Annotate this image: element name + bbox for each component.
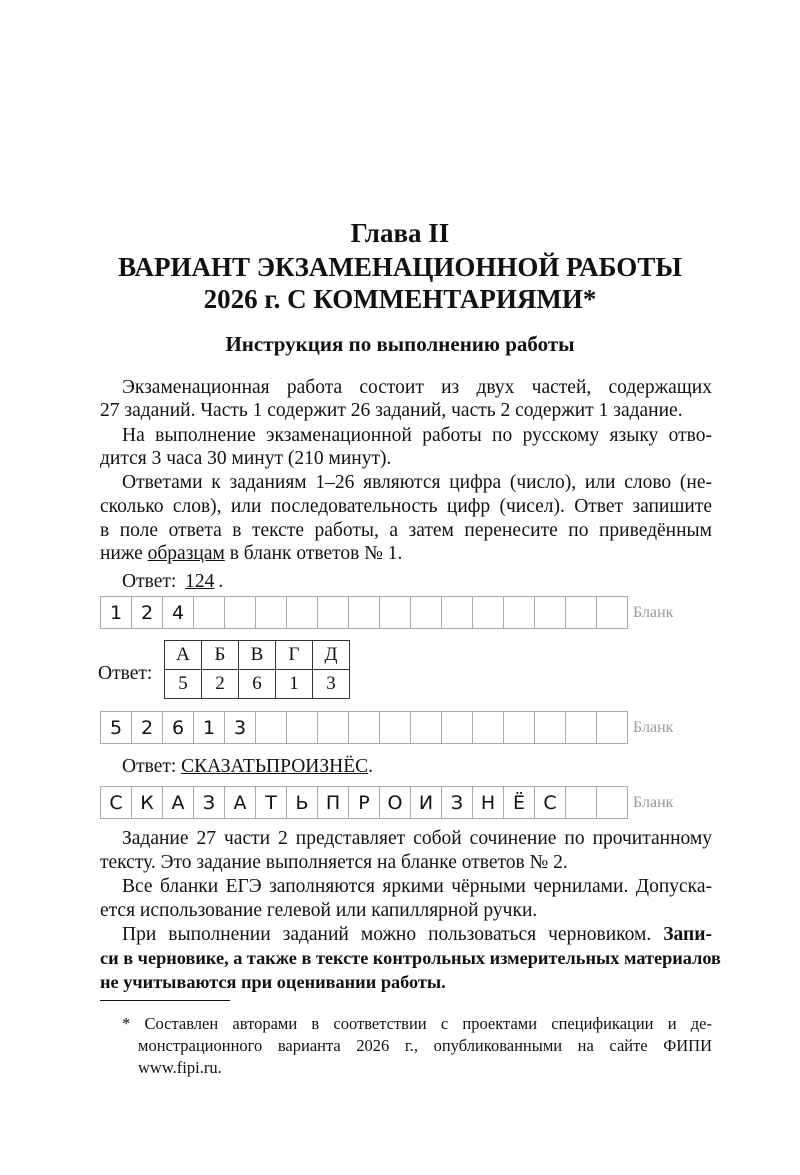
text: .: [368, 756, 374, 777]
p6-line: не учитываются при оценивании работы.: [100, 972, 446, 992]
footnote-line: www.fipi.ru.: [138, 1058, 222, 1077]
answer-cell: [410, 711, 442, 744]
table-value-cell: 6: [239, 670, 276, 699]
answer-cell: [596, 596, 628, 629]
answer-cell: З: [193, 786, 225, 819]
answer-form-row-2: [100, 711, 627, 744]
answer-cell: 1: [193, 711, 225, 744]
answer-cell: О: [379, 786, 411, 819]
title-line-1: ВАРИАНТ ЭКЗАМЕНАЦИОННОЙ РАБОТЫ: [118, 252, 682, 282]
answer-1-line: [122, 570, 712, 593]
answer-cell: [348, 711, 380, 744]
answer-cell: Ё: [503, 786, 535, 819]
answer-cell: [534, 596, 566, 629]
text: в бланк ответов № 1.: [224, 543, 403, 564]
p5-line: Все бланки ЕГЭ заполняются яркими чёрными чернилами. Допуска-: [122, 876, 712, 897]
table-value-cell: 2: [202, 670, 239, 699]
answer-cell: [286, 711, 318, 744]
answer-cell: [286, 596, 318, 629]
blank-label: Бланк: [633, 719, 674, 736]
answer-3-line: [122, 755, 712, 778]
answer-cell: [255, 596, 287, 629]
table-header-cell: А: [165, 641, 202, 670]
p3-line: в поле ответа в тексте работы, а затем перенесите по приведённым: [100, 520, 712, 541]
p3-line: Ответами к заданиям 1–26 являются цифра (число), или слово (не-: [122, 472, 712, 493]
answer-cell: [348, 596, 380, 629]
answer-cell: Р: [348, 786, 380, 819]
p1-line: Экзаменационная работа состоит из двух частей, содержащих: [122, 377, 712, 398]
p3-line: сколько слов), или последовательность цифр (чисел). Ответ запишите: [100, 496, 712, 517]
answer-cell: Т: [255, 786, 287, 819]
answer-cell: [193, 596, 225, 629]
answer-3-value: СКАЗАТЬПРОИЗНЁС: [181, 756, 369, 777]
answer-cell: Ь: [286, 786, 318, 819]
answer-cell: [441, 596, 473, 629]
answer-cell: [565, 786, 597, 819]
answer-cell: 6: [162, 711, 194, 744]
text: ниже: [100, 543, 148, 564]
p6-line: [122, 923, 712, 946]
answer-table: [164, 640, 350, 699]
text: .: [218, 571, 224, 592]
text: Запи-: [663, 924, 712, 945]
p3-line: [100, 542, 712, 565]
p4-line: тексту. Это задание выполняется на бланке ответов № 2.: [100, 852, 568, 873]
answer-cell: 2: [131, 596, 163, 629]
p4-line: Задание 27 части 2 представляет собой сочинение по прочитанному: [122, 828, 712, 849]
p2-line: дится 3 часа 30 минут (210 минут).: [100, 448, 392, 469]
answer-cell: П: [317, 786, 349, 819]
answer-cell: [224, 596, 256, 629]
table-value-cell: 5: [165, 670, 202, 699]
p6-line: си в черновике, а также в тексте контрольных измерительных материалов: [100, 948, 721, 968]
answer-cell: С: [534, 786, 566, 819]
answer-cell: [379, 596, 411, 629]
answer-cell: [441, 711, 473, 744]
p5-line: ется использование гелевой или капиллярной ручки.: [100, 900, 538, 921]
footnote-line: * Составлен авторами в соответствии с проектами спецификации и де-: [122, 1014, 712, 1033]
p1-line: 27 заданий. Часть 1 содержит 26 заданий, часть 2 содержит 1 задание.: [100, 400, 683, 421]
table-value-cell: 1: [276, 670, 313, 699]
answer-cell: С: [100, 786, 132, 819]
table-header-cell: Д: [313, 641, 350, 670]
answer-cell: [472, 596, 504, 629]
answer-label: Ответ:: [122, 571, 177, 592]
answer-cell: [255, 711, 287, 744]
answer-cell: К: [131, 786, 163, 819]
answer-cell: [410, 596, 442, 629]
footnote-divider: [100, 1000, 230, 1001]
answer-cell: [596, 711, 628, 744]
answer-cell: А: [224, 786, 256, 819]
blank-label: Бланк: [633, 794, 674, 811]
answer-cell: [596, 786, 628, 819]
answer-cell: [472, 711, 504, 744]
answer-cell: [317, 711, 349, 744]
blank-label: Бланк: [633, 604, 674, 621]
p2-line: На выполнение экзаменационной работы по русскому языку отво-: [122, 425, 712, 446]
answer-cell: [503, 596, 535, 629]
answer-label: Ответ:: [122, 756, 177, 777]
answer-cell: А: [162, 786, 194, 819]
table-header-cell: Б: [202, 641, 239, 670]
answer-cell: [534, 711, 566, 744]
answer-cell: 2: [131, 711, 163, 744]
answer-cell: 3: [224, 711, 256, 744]
section-subtitle: Инструкция по выполнению работы: [225, 332, 575, 356]
answer-label: Ответ:: [98, 663, 153, 684]
answer-cell: [379, 711, 411, 744]
table-value-cell: 3: [313, 670, 350, 699]
answer-cell: [565, 596, 597, 629]
answer-cell: 4: [162, 596, 194, 629]
text: При выполнении заданий можно пользоваться черновиком.: [122, 924, 664, 945]
table-header-cell: Г: [276, 641, 313, 670]
answer-cell: З: [441, 786, 473, 819]
answer-cell: [503, 711, 535, 744]
answer-cell: Н: [472, 786, 504, 819]
answer-cell: [565, 711, 597, 744]
answer-form-row-1: [100, 596, 627, 629]
samples-link: образцам: [147, 543, 225, 564]
answer-form-row-3: [100, 786, 627, 819]
footnote-line: монстрационного варианта 2026 г., опубликованными на сайте ФИПИ: [138, 1036, 712, 1055]
answer-cell: И: [410, 786, 442, 819]
title-line-2: 2026 г. С КОММЕНТАРИЯМИ*: [203, 284, 597, 314]
chapter-label: Глава II: [350, 218, 450, 248]
answer-cell: 1: [100, 596, 132, 629]
answer-cell: 5: [100, 711, 132, 744]
answer-1-value: 124: [185, 571, 215, 592]
table-header-cell: В: [239, 641, 276, 670]
answer-cell: [317, 596, 349, 629]
